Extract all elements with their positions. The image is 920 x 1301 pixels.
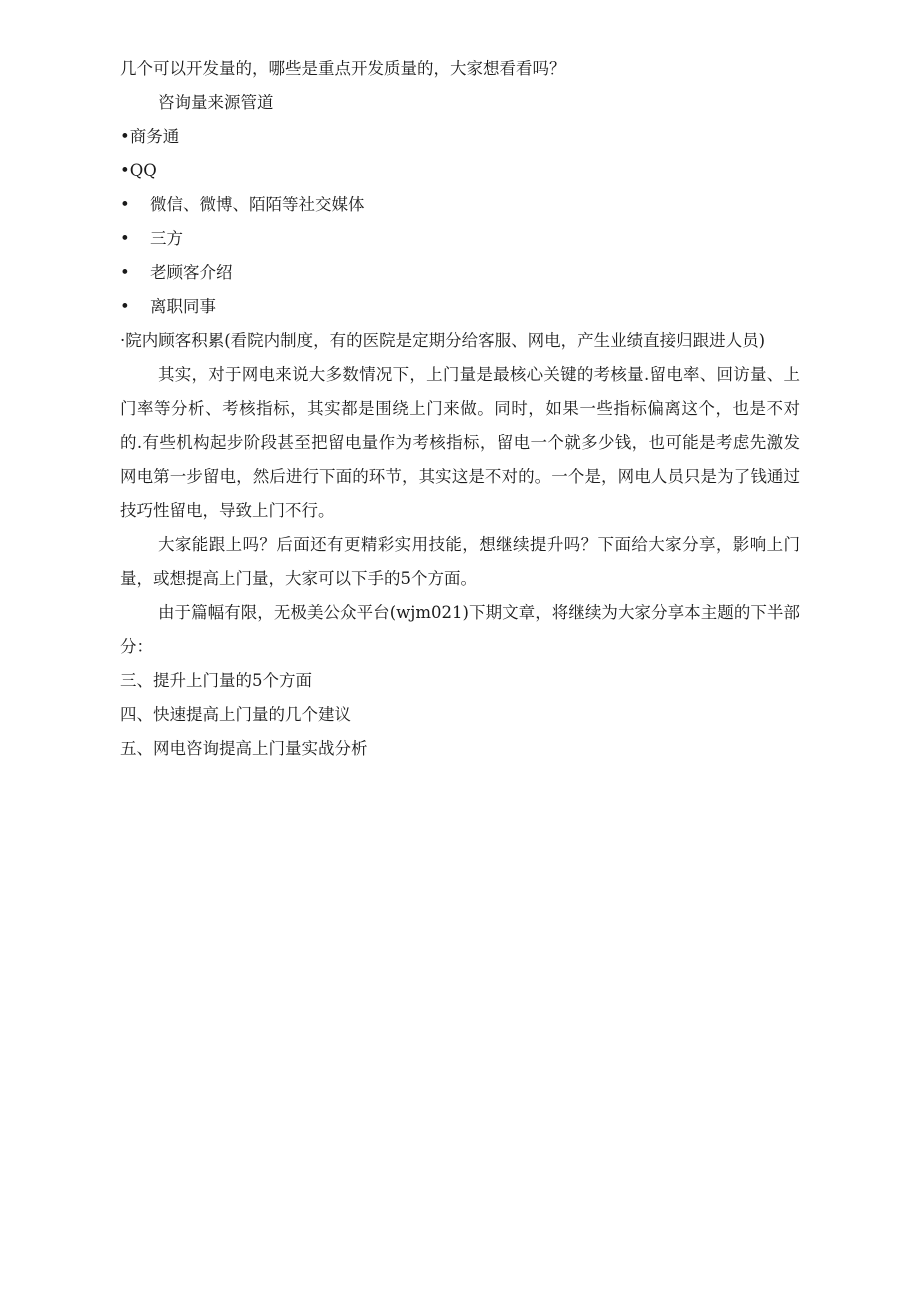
outline-item-5: 五、网电咨询提高上门量实战分析	[120, 739, 368, 758]
outline-item-4: 四、快速提高上门量的几个建议	[120, 705, 351, 724]
source-item-qq	[120, 154, 800, 188]
section-heading: 咨询量来源管道	[158, 93, 274, 112]
source-item-referral	[120, 256, 800, 290]
source-item-former-colleague	[120, 290, 800, 324]
source-label: 院内顾客积累(看院内制度，有的医院是定期分给客服、网电，产生业绩直接归跟进人员)	[125, 331, 766, 350]
source-item-in-hospital	[120, 324, 800, 358]
source-item-third-party	[120, 222, 800, 256]
bullet-marker: ·	[120, 331, 126, 350]
bullet-marker: •	[120, 229, 130, 248]
document-body	[120, 52, 800, 766]
bullet-marker: •	[120, 297, 130, 316]
source-item-shangwutong	[120, 120, 800, 154]
paragraph-core-metric: 其实，对于网电来说大多数情况下，上门量是最核心关键的考核量.留电率、回访量、上门率等分析、考核指标，其实都是围绕上门来做。同时，如果一些指标偏离这个，也是不对的.有些机构起步阶段甚至把留电量作为考核指标，留电一个就多少钱，也可能是考虑先激发网电第一步留电，然后进行下面的环节，其实这是不对的。一个是，网电人员只是为了钱通过技巧性留电，导致上门不行。	[120, 365, 800, 520]
outline-item-3: 三、提升上门量的5个方面	[120, 671, 312, 690]
bullet-marker: •	[120, 263, 130, 282]
source-label: 三方	[150, 229, 183, 248]
paragraph-next-issue: 由于篇幅有限，无极美公众平台(wjm021)下期文章，将继续为大家分享本主题的下半部分：	[120, 603, 800, 656]
source-item-social-media	[120, 188, 800, 222]
source-label: 离职同事	[150, 297, 216, 316]
source-label: 老顾客介绍	[150, 263, 233, 282]
bullet-marker: •	[120, 195, 130, 214]
intro-line: 几个可以开发量的，哪些是重点开发质量的，大家想看看吗？	[120, 59, 566, 78]
paragraph-transition: 大家能跟上吗？后面还有更精彩实用技能，想继续提升吗？下面给大家分享，影响上门量，或想提高上门量，大家可以下手的5个方面。	[120, 535, 800, 588]
source-label: 商务通	[129, 127, 180, 146]
source-label: 微信、微博、陌陌等社交媒体	[150, 195, 365, 214]
bullet-marker: •	[120, 127, 130, 146]
source-label: QQ	[129, 161, 157, 180]
bullet-marker: •	[120, 161, 130, 180]
